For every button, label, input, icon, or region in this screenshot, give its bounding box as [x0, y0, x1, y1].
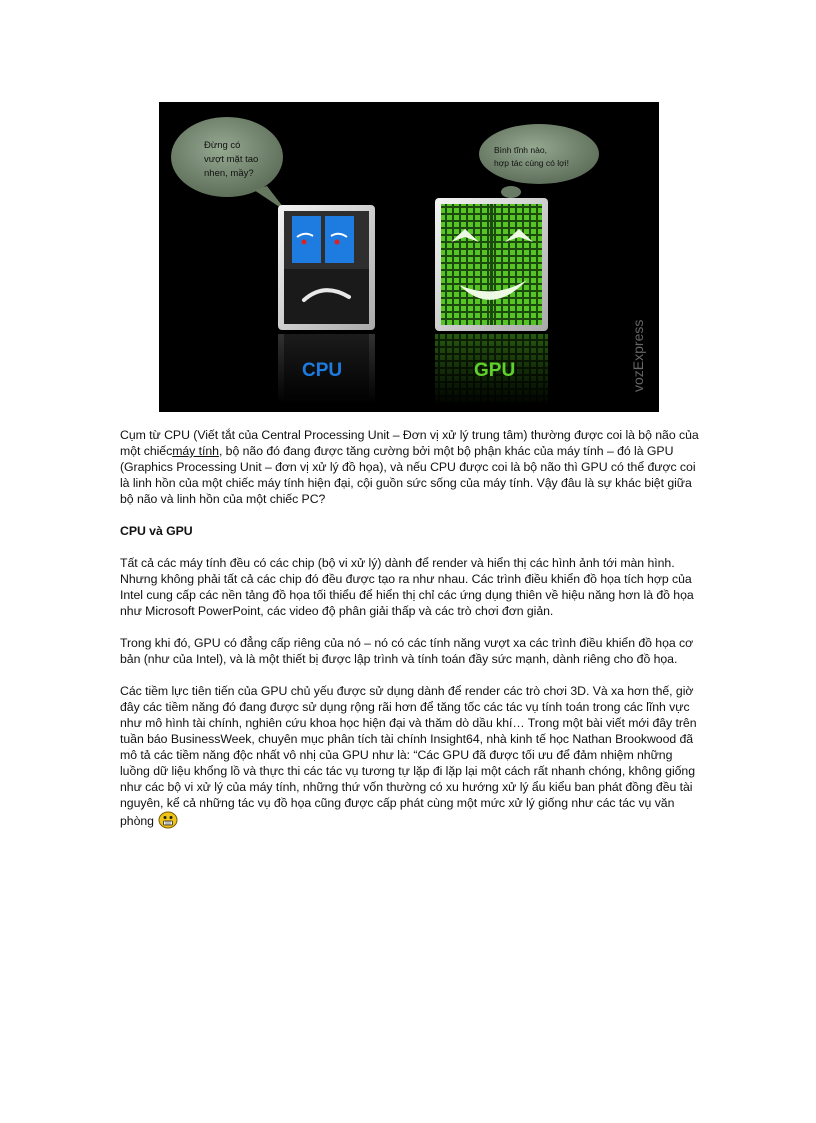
- paragraph-gpu-potential: Các tiềm lực tiên tiến của GPU chủ yếu được sử dụng dành để render các trò chơi 3D. Và xa hơn thế, giờ đây các tiềm năng đó đang được sử dụng rộng rãi hơn để tăng tốc các tác vụ tính toán trong các lĩnh vực như mô hình tài chính, nghiên cứu khoa học hiện đại và thăm dò dầu khí… Trong một bài viết mới đây trên tuần báo BusinessWeek, chuyên mục phân tích tài chính Insight64, nhà kinh tế học Nathan Brookwood đã mô tả các tiềm năng độc nhất vô nhị của GPU như là: “Các GPU đã được tối ưu để đảm nhiệm những luồng dữ liệu khổng lồ và thực thi các tác vụ tương tự lặp đi lặp lại một cách rất nhanh chóng, không giống như các bộ vi xử lý của máy tính, những thứ vốn thường có xu hướng xử lý ẩu kiểu ban phát đồng đều tài nguyên, kể cả những tác vụ đồ họa cũng được cấp phát cùng một mức xử lý giống như các tác vụ văn phòng: [120, 683, 700, 833]
- paragraph-chips: Tất cả các máy tính đều có các chip (bộ vi xử lý) dành để render và hiển thị các hình ảnh tới màn hình. Nhưng không phải tất cả các chip đó đều được tạo ra như nhau. Các trình điều khiển đồ họa tích hợp của Intel cung cấp các nền tảng đồ họa tối thiểu để hiển thị chỉ các ứng dụng thiên về hiệu năng hơn là đồ họa như Microsoft PowerPoint, các video độ phân giải thấp và các trò chơi đơn giản.: [120, 556, 694, 618]
- section-heading: CPU và GPU: [120, 524, 193, 538]
- gpu-bubble-line-2: hợp tác cùng có lợi!: [494, 158, 569, 168]
- computer-link[interactable]: máy tính: [172, 444, 219, 458]
- scared-emoticon-icon: [158, 811, 178, 833]
- cpu-chip: [278, 205, 375, 330]
- cpu-speech-bubble: [171, 117, 287, 212]
- cpu-bubble-line-1: Đừng có: [204, 140, 241, 151]
- gpu-label: GPU: [474, 360, 516, 381]
- gpu-bubble-line-1: Bình tĩnh nào,: [494, 145, 547, 155]
- cpu-bubble-line-3: nhen, mầy?: [204, 168, 254, 179]
- paragraph-gpu-class: Trong khi đó, GPU có đẳng cấp riêng của nó – nó có các tính năng vượt xa các trình điều khiển đồ họa cơ bản (như của Intel), và là một thiết bị được lập trình và tính toán đầy sức mạnh, dành riêng cho đồ họa.: [120, 636, 694, 666]
- cpu-bubble-line-2: vượt mặt tao: [204, 154, 259, 165]
- cpu-gpu-illustration: [159, 102, 659, 412]
- watermark: vozExpress: [630, 319, 646, 392]
- cpu-label: CPU: [302, 360, 343, 381]
- paragraph-intro: Cụm từ CPU (Viết tắt của Central Processing Unit – Đơn vị xử lý trung tâm) thường được coi là bộ não của một chiếcmáy tính, bộ não đó đang được tăng cường bởi một bộ phận khác của máy tính – đó là GPU (Graphics Processing Unit – đơn vị xử lý đồ họa), và nếu CPU được coi là bộ não thì GPU có thể được coi là linh hồn của một chiếc máy tính hiện đại, cội guồn sức sống của máy tính. Vậy đâu là sự khác biệt giữa bộ não và linh hồn của một chiếc PC?: [120, 428, 699, 506]
- gpu-chip: [435, 198, 548, 331]
- article-body: [120, 427, 700, 849]
- gpu-speech-bubble: [479, 124, 599, 205]
